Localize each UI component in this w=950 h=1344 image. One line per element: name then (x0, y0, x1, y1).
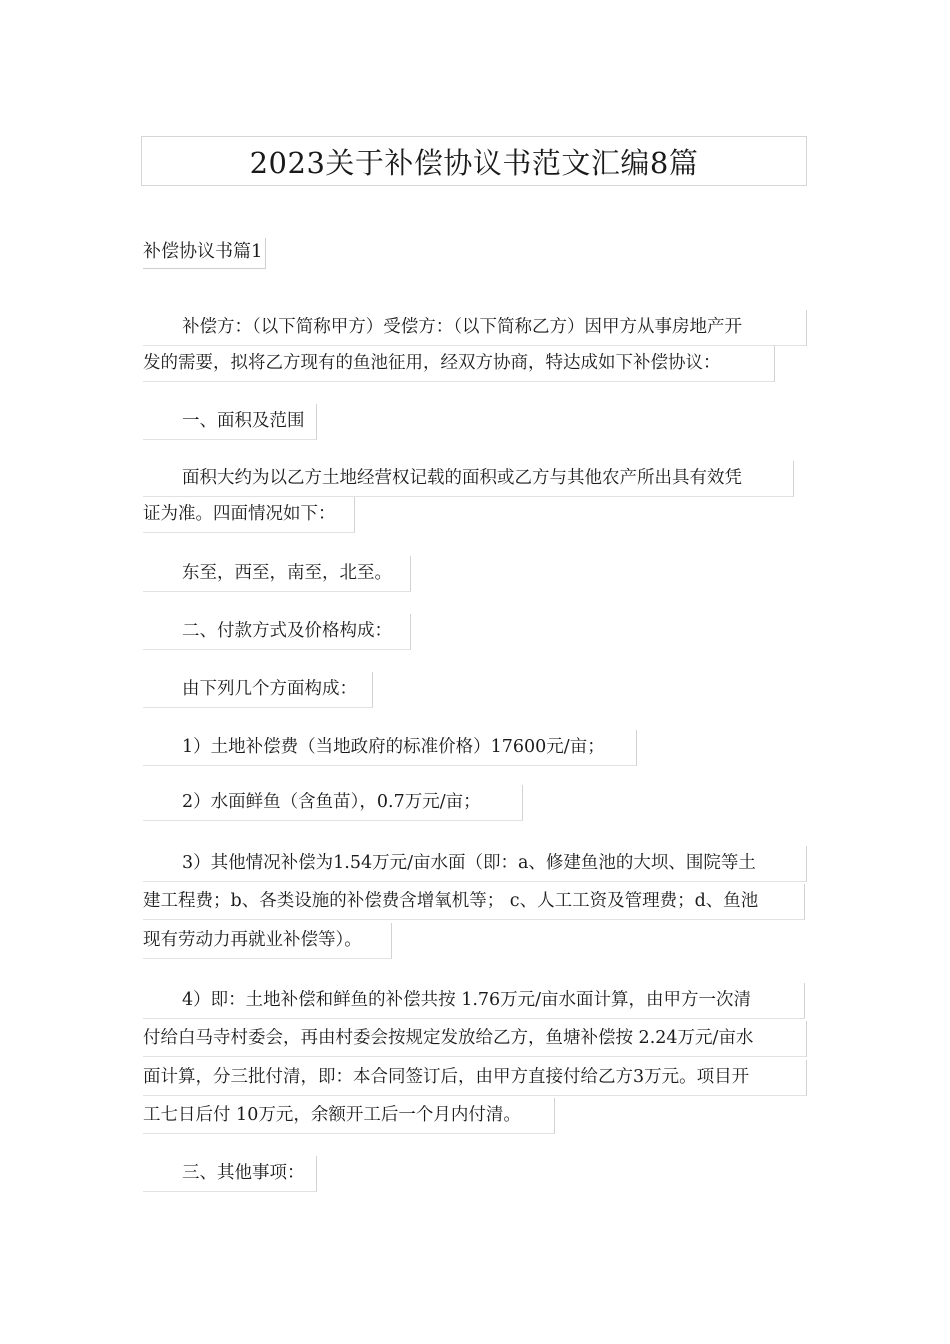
paragraph-line: 1）土地补偿费（当地政府的标准价格）17600元/亩； (143, 730, 637, 766)
document-title: 2023关于补偿协议书范文汇编8篇 (249, 145, 699, 180)
section-heading: 补偿协议书篇1 (143, 238, 266, 269)
paragraph-line: 由下列几个方面构成： (143, 672, 373, 708)
paragraph-line: 二、付款方式及价格构成： (143, 614, 411, 650)
paragraph-line: 一、面积及范围 (143, 404, 317, 440)
paragraph-line: 面计算，分三批付清，即：本合同签订后，由甲方直接付给乙方3万元。项目开 (143, 1060, 807, 1096)
paragraph-line: 东至，西至，南至，北至。 (143, 556, 411, 592)
paragraph-line: 证为准。四面情况如下： (143, 497, 355, 533)
paragraph-line: 发的需要，拟将乙方现有的鱼池征用，经双方协商，特达成如下补偿协议： (143, 346, 775, 382)
paragraph-line: 付给白马寺村委会，再由村委会按规定发放给乙方，鱼塘补偿按 2.24万元/亩水 (143, 1021, 807, 1057)
paragraph-line: 4）即：土地补偿和鲜鱼的补偿共按 1.76万元/亩水面计算，由甲方一次清 (143, 983, 805, 1019)
paragraph-line: 补偿方：（以下简称甲方）受偿方：（以下简称乙方）因甲方从事房地产开 (143, 310, 807, 346)
paragraph-line: 三、其他事项： (143, 1156, 317, 1192)
paragraph-line: 3）其他情况补偿为1.54万元/亩水面（即：a、修建鱼池的大坝、围院等土 (143, 846, 807, 882)
paragraph-line: 2）水面鲜鱼（含鱼苗），0.7万元/亩； (143, 785, 523, 821)
title-box (141, 136, 807, 186)
paragraph-line: 工七日后付 10万元，余额开工后一个月内付清。 (143, 1098, 555, 1134)
paragraph-line: 现有劳动力再就业补偿等）。 (143, 923, 392, 959)
paragraph-line: 面积大约为以乙方土地经营权记载的面积或乙方与其他农产所出具有效凭 (143, 461, 794, 497)
paragraph-line: 建工程费；b、各类设施的补偿费含增氧机等； c、人工工资及管理费；d、鱼池 (143, 884, 805, 920)
